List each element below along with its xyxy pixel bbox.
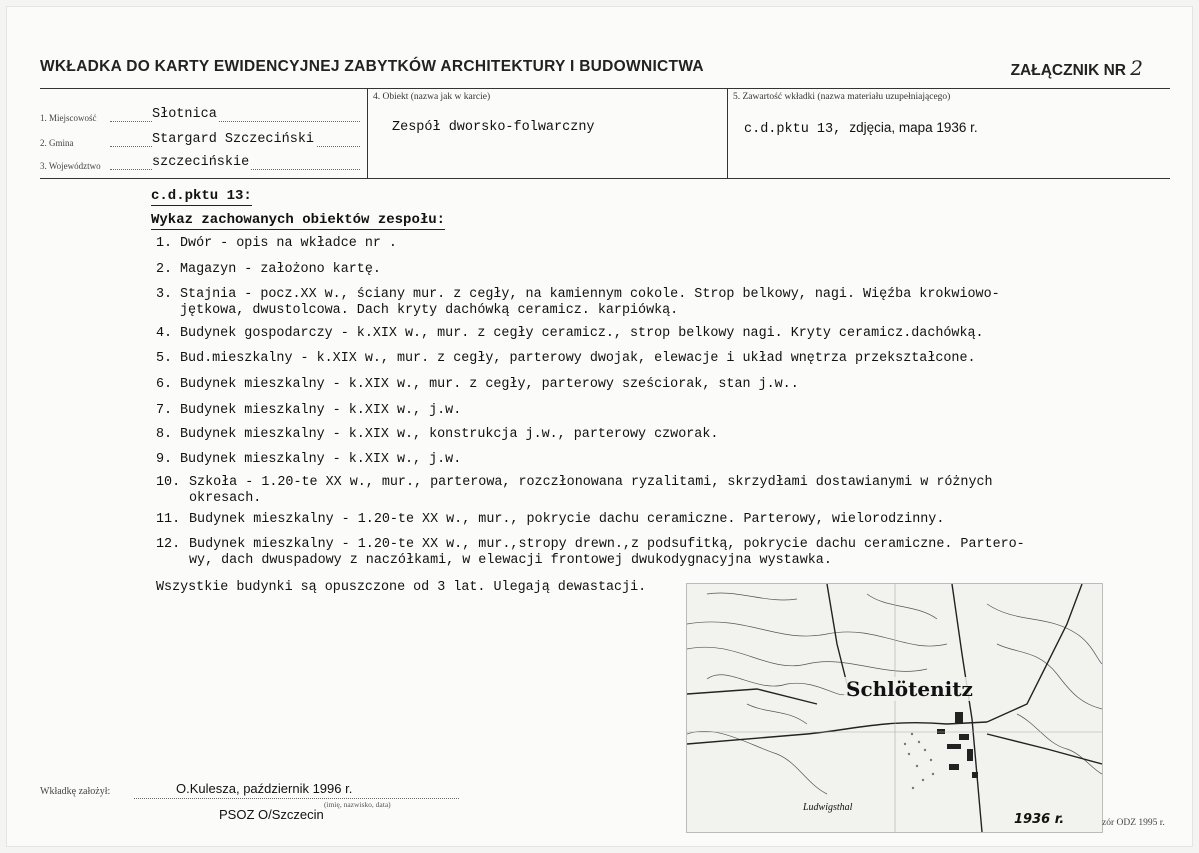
list-item (156, 452, 1086, 468)
item-number: 7. (156, 403, 173, 418)
item-number: 12. (156, 537, 181, 552)
author-label: Wkładkę założył: (40, 786, 111, 797)
list-item (156, 326, 1086, 342)
list-item (156, 351, 1086, 367)
annex-number: 2 (1130, 56, 1143, 80)
item-number: 4. (156, 326, 173, 341)
author-sublabel: (imię, nazwisko, data) (324, 800, 391, 809)
item-number: 2. (156, 262, 173, 277)
item-text: okresach. (189, 491, 262, 506)
author-value: O.Kulesza, październik 1996 r. (176, 781, 355, 796)
item-text: Budynek mieszkalny - k.XIX w., konstrukcja j.w., parterowy czworak. (180, 427, 719, 442)
voivodeship-field (40, 153, 360, 173)
map-drawing (687, 584, 1102, 832)
item-text: Budynek gospodarczy - k.XIX w., mur. z cegły ceramicz., strop belkowy nagi. Kryty ceramicz.dachówką. (180, 326, 984, 341)
item-text: Budynek mieszkalny - k.XIX w., mur. z cegły, parterowy sześciorak, stan j.w.. (180, 377, 799, 392)
item-text: jętkowa, dwustolcowa. Dach kryty dachówką ceramicz. karpiówką. (180, 303, 679, 318)
list-item (156, 287, 1086, 319)
item-number: 6. (156, 377, 173, 392)
document-title: WKŁADKA DO KARTY EWIDENCYJNEJ ZABYTKÓW ARCHITEKTURY I BUDOWNICTWA (40, 58, 704, 75)
column-divider (367, 89, 368, 178)
item-text: Magazyn - założono kartę. (180, 262, 381, 277)
map-year-note: 1936 r. (1014, 812, 1065, 827)
voivodeship-value: szczecińskie (152, 155, 250, 170)
item-text: Budynek mieszkalny - k.XIX w., j.w. (180, 403, 462, 418)
item-number: 8. (156, 427, 173, 442)
list-item (156, 236, 1086, 252)
contents-value (744, 120, 978, 137)
voivodeship-label: 3. Województwo (40, 161, 101, 171)
item-text: wy, dach dwuspadowy z naczółkami, w elewacji frontowej dwukodygnacyjna wystawka. (189, 553, 832, 568)
closing-note: Wszystkie budynki są opuszczone od 3 lat. Ulegają dewastacji. (156, 580, 647, 595)
item-text: Dwór - opis na wkładce nr . (180, 236, 397, 251)
source-note: zór ODZ 1995 r. (1102, 818, 1165, 828)
map-hamlet-label: Ludwigsthal (803, 802, 853, 813)
item-text: Bud.mieszkalny - k.XIX w., mur. z cegły, parterowy dwojak, elewacje i układ wnętrza przekształcone. (180, 351, 976, 366)
item-number: 10. (156, 475, 181, 490)
contents-typed: c.d.pktu 13, (744, 122, 842, 137)
dotted-line (134, 798, 459, 799)
item-number: 9. (156, 452, 173, 467)
item-number: 3. (156, 287, 173, 302)
item-text: Budynek mieszkalny - k.XIX w., j.w. (180, 452, 462, 467)
list-item (156, 427, 1086, 443)
commune-value: Stargard Szczeciński (152, 132, 315, 147)
item-number: 5. (156, 351, 173, 366)
column-divider (727, 89, 728, 178)
annex-label-text: ZAŁĄCZNIK NR (1010, 62, 1126, 79)
locality-label: 1. Miejscowość (40, 113, 97, 123)
locality-value: Słotnica (152, 107, 217, 122)
object-value: Zespół dworsko-folwarczny (392, 120, 595, 135)
organization-value: PSOZ O/Szczecin (219, 807, 324, 822)
list-item (156, 475, 1086, 507)
annex-label (1011, 56, 1143, 80)
item-text: Stajnia - pocz.XX w., ściany mur. z cegły, na kamiennym cokole. Strop belkowy, nagi. Więźba krokwiowo- (180, 287, 1000, 302)
list-item (156, 262, 1086, 278)
item-text: Budynek mieszkalny - 1.20-te XX w., mur., pokrycie dachu ceramiczne. Parterowy, wielorodzinny. (189, 512, 945, 527)
item-number: 11. (156, 512, 181, 527)
list-item (156, 403, 1086, 419)
commune-field (40, 130, 360, 150)
historical-map (686, 583, 1103, 833)
record-card (6, 6, 1193, 847)
list-item (156, 512, 1086, 528)
metadata-box (40, 88, 1170, 179)
object-label: 4. Obiekt (nazwa jak w karcie) (373, 92, 491, 102)
commune-label: 2. Gmina (40, 138, 74, 148)
map-town-label: Schlötenitz (846, 677, 973, 701)
locality-field (40, 105, 360, 125)
item-number: 1. (156, 236, 173, 251)
item-text: Szkoła - 1.20-te XX w., mur., parterowa, rozczłonowana ryzalitami, skrzydłami dostawianymi w różnych (189, 475, 993, 490)
dotted-line (110, 121, 360, 122)
item-text: Budynek mieszkalny - 1.20-te XX w., mur.,stropy drewn.,z podsufitką, pokrycie dachu ceramiczne. Partero- (189, 537, 1025, 552)
contents-handwritten: zdjęcia, mapa 1936 r. (849, 120, 978, 135)
list-item (156, 537, 1086, 569)
list-item (156, 377, 1086, 393)
section-reference: c.d.pktu 13: (151, 188, 252, 204)
contents-label: 5. Zawartość wkładki (nazwa materiału uzupełniającego) (733, 92, 951, 102)
list-heading: Wykaz zachowanych obiektów zespołu: (151, 212, 446, 228)
